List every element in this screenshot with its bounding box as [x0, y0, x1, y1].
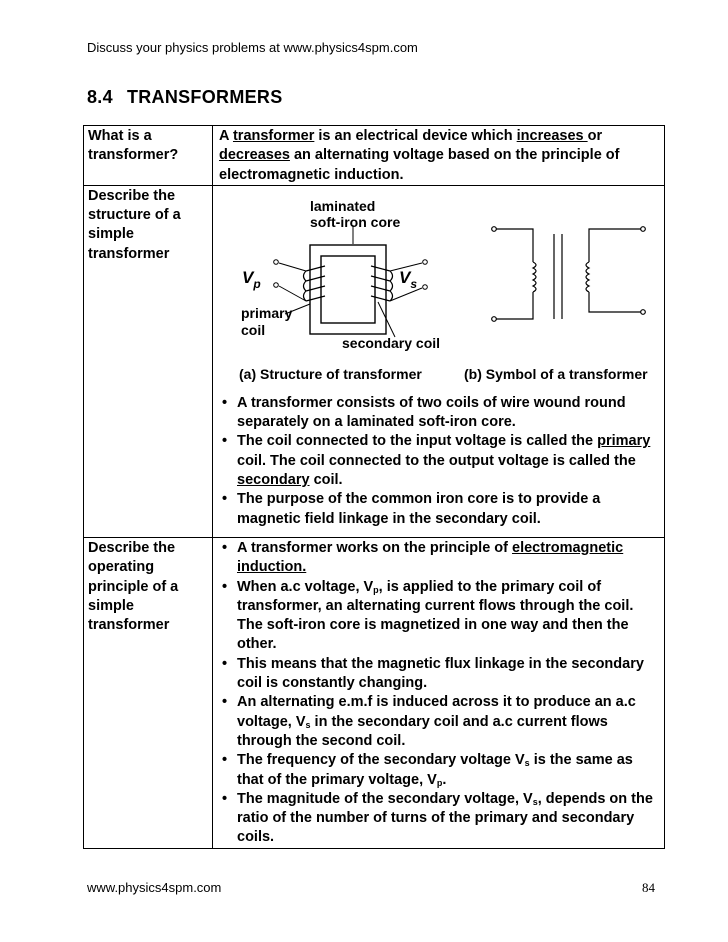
iron-core-inner [321, 256, 375, 323]
primary-lead [279, 263, 306, 271]
vp-label: $V_p$ [242, 267, 261, 291]
text: is the same as that of the primary voltage, V [237, 752, 633, 788]
subscript: p [373, 584, 379, 595]
list-item [237, 790, 660, 848]
bullet-list [219, 394, 660, 537]
text: or [587, 128, 603, 144]
secondary-terminal [423, 285, 428, 290]
text: When a.c voltage, V [237, 578, 374, 595]
list-item: • The purpose of the common iron core is to provide a magnetic field linkage in the secondary coil. [237, 490, 660, 529]
list-item [237, 539, 660, 578]
subscript: s [524, 758, 530, 769]
section-title-text: TRANSFORMERS [126, 87, 283, 107]
section-title [87, 87, 283, 108]
subscript: p [436, 777, 443, 788]
transformer-symbol [492, 227, 646, 322]
text: The magnitude of the secondary voltage, V [237, 790, 533, 807]
list-item: • This means that the magnetic flux linkage in the secondary coil is constantly changing. [237, 655, 660, 694]
secondary-terminal [423, 260, 428, 265]
table-row [84, 126, 665, 186]
core-label: laminated [310, 197, 376, 214]
text: an alternating voltage based on the principle of electromagnetic induction. [219, 147, 620, 183]
page-number: 84 [642, 880, 655, 895]
primary-coil [304, 266, 326, 301]
secondary-coil [371, 266, 393, 301]
list-item [237, 578, 660, 655]
vs-label: $V_s$ [399, 267, 418, 291]
underlined-term: transformer [232, 128, 315, 144]
text: coil. [309, 472, 343, 489]
underlined-term: secondary [237, 472, 310, 489]
underlined-term: decreases [219, 147, 290, 164]
question-cell: What is a transformer? [84, 126, 213, 186]
underlined-term: primary [597, 433, 651, 450]
answer-cell [213, 185, 665, 537]
primary-coil-label: coil [241, 321, 266, 338]
text: . [442, 771, 447, 788]
list-item [237, 751, 660, 790]
primary-lead [279, 286, 306, 301]
caption-b: (b) Symbol of a transformer [464, 365, 648, 382]
text: An alternating e.m.f is induced across it to produce an a.c voltage, V [237, 694, 636, 730]
subscript: s [532, 796, 538, 807]
text: , depends on the ratio of the number of turns of the primary and secondary coils. [237, 790, 653, 846]
list-item [237, 693, 660, 751]
table-row [84, 537, 665, 848]
secondary-coil-label: secondary coil [342, 334, 441, 351]
answer-cell [213, 126, 665, 186]
table-row [84, 185, 665, 537]
list-item [237, 432, 660, 490]
text: , is applied to the primary coil of transformer, an alternating current flows through the coil. The soft-iron core is magnetized in one way and then the other. [237, 578, 634, 653]
text: The frequency of the secondary voltage V [237, 752, 525, 769]
text: coil. The coil connected to the output voltage is called the [237, 452, 636, 469]
underlined-term: electromagnetic induction. [237, 539, 624, 576]
question-cell: Describe the operating principle of a simple transformer [84, 537, 213, 848]
caption-a: (a) Structure of transformer [239, 365, 422, 382]
content-table [83, 125, 665, 849]
core-label: soft-iron core [310, 213, 401, 230]
text: in the secondary coil and a.c current flows through the second coil. [237, 713, 608, 749]
bullet-list [219, 539, 660, 848]
primary-terminal [274, 283, 279, 288]
section-number: 8.4 [87, 87, 113, 107]
underlined-term: increases [516, 128, 588, 144]
question-cell: Describe the structure of a simple transformer [84, 185, 213, 537]
secondary-lead [390, 288, 422, 301]
subscript: s [305, 719, 311, 730]
text: The coil connected to the input voltage is called the [237, 433, 598, 450]
list-item: • A transformer consists of two coils of wire wound round separately on a laminated soft-iron core. [237, 394, 660, 433]
primary-coil-label: primary [241, 304, 293, 321]
text: A transformer works on the principle of [237, 539, 513, 556]
transformer-figure [219, 187, 660, 394]
answer-cell [213, 537, 665, 848]
transformer-diagram [219, 187, 669, 394]
header-note: Discuss your physics problems at www.physics4spm.com [87, 40, 418, 55]
primary-terminal [274, 260, 279, 265]
footer-url: www.physics4spm.com [87, 880, 222, 895]
text: is an electrical device which [314, 128, 517, 144]
text: A [219, 128, 233, 144]
